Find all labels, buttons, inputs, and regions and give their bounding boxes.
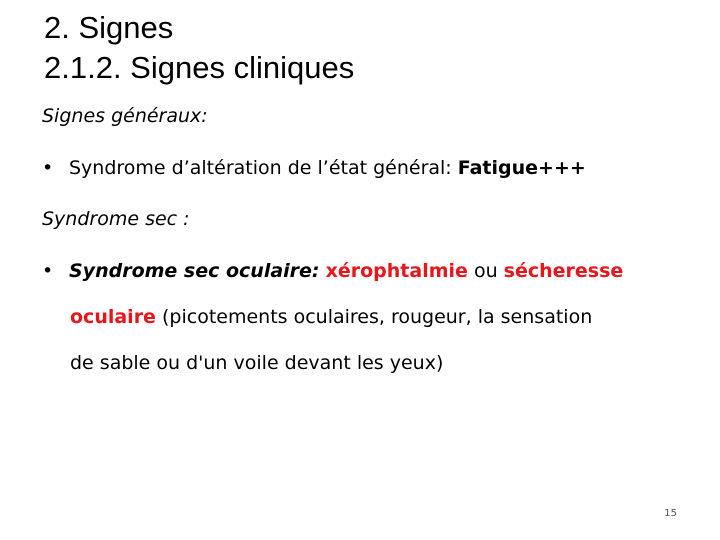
bullet-text: Syndrome d’altération de l’état général: bbox=[69, 157, 458, 179]
highlight-secheresse: sécheresse bbox=[503, 260, 624, 282]
page-number: 15 bbox=[664, 508, 677, 519]
bullet-marker: • bbox=[42, 260, 54, 282]
title-line-2: 2.1.2. Signes cliniques bbox=[44, 50, 355, 85]
continuation-text: (picotements oculaires, rougeur, la sensation bbox=[155, 306, 593, 328]
highlight-xerophtalmie: xérophtalmie bbox=[325, 260, 468, 282]
connector-text: ou bbox=[467, 260, 504, 282]
bullet-continuation-line-2 bbox=[70, 304, 592, 330]
section-heading-general-signs: Signes généraux: bbox=[42, 105, 208, 127]
bullet-lead-text: Syndrome sec oculaire: bbox=[69, 260, 320, 282]
title-line-1: 2. Signes bbox=[44, 10, 174, 45]
bullet-fatigue bbox=[42, 155, 586, 181]
section-heading-dry-syndrome: Syndrome sec : bbox=[42, 208, 190, 230]
bullet-ocular-dryness bbox=[42, 258, 623, 284]
bullet-marker: • bbox=[42, 157, 54, 179]
bullet-bold-text: Fatigue+++ bbox=[457, 157, 586, 179]
bullet-continuation-line-3: de sable ou d'un voile devant les yeux) bbox=[70, 352, 444, 374]
slide-title bbox=[44, 8, 354, 88]
highlight-oculaire: oculaire bbox=[70, 306, 156, 328]
